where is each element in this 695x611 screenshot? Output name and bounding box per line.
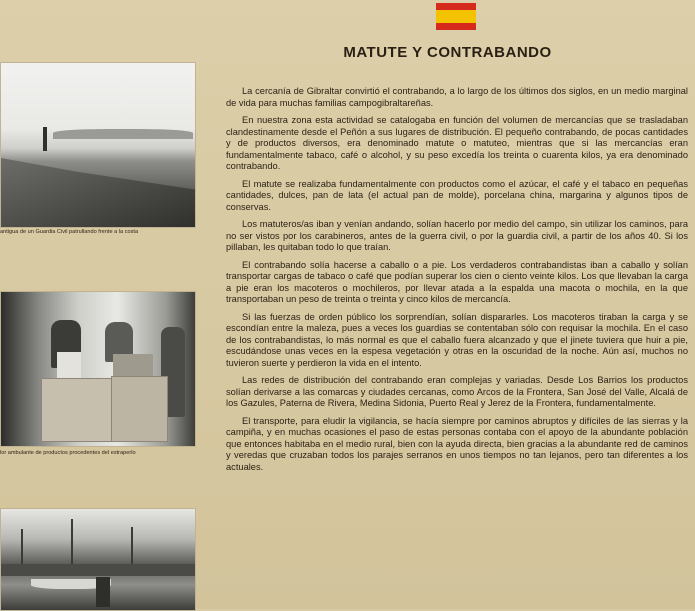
paragraph: El transporte, para eludir la vigilancia, se hacía siempre por caminos abruptos y difíciles de las sierras y la campiña, y en muchas ocasiones el paso de estas personas contaba con el apoyo de la abundante población que entonces habitaba en el medio rural, bien con la ayuda directa, bien gracias a la abundante red de caminos y veredas que cruzaban todos los parajes serranos en unos tiempos no tan lejanos, pero tan diferentes a los actuales. — [226, 415, 688, 472]
photo-coast-patrol — [0, 62, 196, 228]
page-title: MATUTE Y CONTRABANDO — [343, 44, 552, 61]
photo-caption-2: lor ambulante de productos procedentes del estraperlo — [0, 450, 136, 456]
photo-port-boats — [0, 508, 196, 611]
paragraph: En nuestra zona esta actividad se catalogaba en función del volumen de mercancías que se trasladaban clandestinamente desde el Peñón a sus lugares de distribución. El pequeño contrabando, de pocas cantidades y de productos diversos, era denominado matute o matuteo, mientras que si las mercancías eran fundamentalmente tabaco, café o alcohol, y su peso excedía los treinta o cuarenta kilos, ya era denominado contrabando. — [226, 115, 688, 171]
article-body — [226, 86, 688, 479]
paragraph: El matute se realizaba fundamentalmente con productos como el azúcar, el café y el tabaco en pequeñas cantidades, dulces, pan de lata (el actual pan de molde), porcelana china, margarina y algunos tipos de conservas. — [226, 178, 688, 212]
paragraph: La cercanía de Gibraltar convirtió el contrabando, a lo largo de los últimos dos siglos, en un medio marginal de vida para muchas familias campogibraltareñas. — [226, 86, 688, 108]
paragraph: Los matuteros/as iban y venían andando, solían hacerlo por medio del campo, sin utilizar los caminos, para no ser vistos por los carabineros, antes de la guerra civil, o por la guardia civil, a partir de los años 40. Si los pillaban, les quitaban todo lo que traían. — [226, 219, 688, 252]
paragraph: Las redes de distribución del contrabando eran complejas y variadas. Desde Los Barrios los productos solían derivarse a las comarcas y ciudades cercanas, como Arcos de la Frontera, San José del Valle, Alcalá de los Gazules, Paterna de Rivera, Medina Sidonia, Puerto Real y Jerez de la Frontera, fundamentalmente. — [226, 375, 688, 408]
spanish-flag-icon — [436, 3, 476, 30]
paragraph: Si las fuerzas de orden público los sorprendían, solían dispararles. Los macoteros tiraban la carga y se escondían entre la maleza, pues a veces los guardias se contentaban sólo con requisar la mochila. En el caso de los contrabandistas, lo más normal es que el caballo fuera alcanzado y que el jinete tuviera que huir a pie, escudándose unas veces en la espesa vegetación y otras en la oscuridad de la noche. Aún así, muchos no tuvieron suerte y perdieron la vida en el intento. — [226, 311, 688, 368]
photo-street-vendor — [0, 291, 196, 447]
photo-caption-1: antigua de un Guardia Civil patrullando frente a la costa — [0, 229, 139, 235]
paragraph: El contrabando solía hacerse a caballo o a pie. Los verdaderos contrabandistas iban a caballo y solían transportar cargas de tabaco o café que podían superar los cien o ciento veinte kilos. Los que llevaban la carga a pie eran los macoteros o mochileros, por llevar atada a la espalda una macota o mochila, en la que transportaban un peso de treinta o treinta y cinco kilos de mercancía. — [226, 259, 688, 304]
